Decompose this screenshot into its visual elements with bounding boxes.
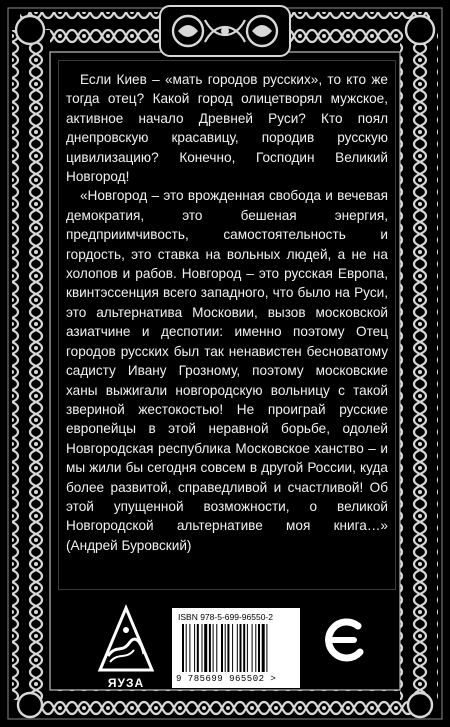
isbn-barcode (172, 608, 300, 688)
author-attribution: (Андрей Буровский) (66, 537, 192, 553)
blurb-paragraph-1: Если Киев – «мать городов русских», то кто же тогда отец? Какой город олицетворял мужское, активное начало Древней Руси? Кто поял днепровскую красавицу, породив русскую цивилизацию? Конечно, Господин Великий Новгород! (66, 72, 388, 185)
barcode-bars (182, 624, 290, 672)
blurb-quote: «Новгород – это врожденная свобода и вечевая демократия, это бешеная энергия, предприимчивость, самостоятельность и гордость, это ставка на вольных людей, а не на холопов и рабов. Новгород – это русская Европа, квинтэссенция всего западного, что было на Руси, это альтернатива Московии, вызов московской азиатчине и деспотии: именно поэтому Отец городов русских был так ненавистен бесноватому садисту Ивану Грозному, поэтому московские ханы выжигали новгородскую вольницу с такой звериной жестокостью! Не проиграй русские европейцы в этой неравной борьбе, одолей Новгородская республика Московское ханство – и мы жили бы сегодня совсем в другой России, куда более развитой, справедливой и счастливой! Об этой упущенной возможности, о великой Новгородской альтернативе моя книга…» (66, 188, 388, 534)
top-medallion-ornament (160, 6, 290, 56)
blurb-text (66, 70, 388, 555)
yauza-wave-logo (96, 604, 156, 680)
publisher-imprint: ЯУЗА (107, 676, 145, 690)
eksmo-logo (318, 612, 368, 668)
isbn-number: ISBN 978-5-699-96550-2 (178, 612, 273, 622)
blurb-paragraph-2 (66, 186, 388, 555)
barcode-digits: 9 785699 965502 > (176, 674, 277, 684)
